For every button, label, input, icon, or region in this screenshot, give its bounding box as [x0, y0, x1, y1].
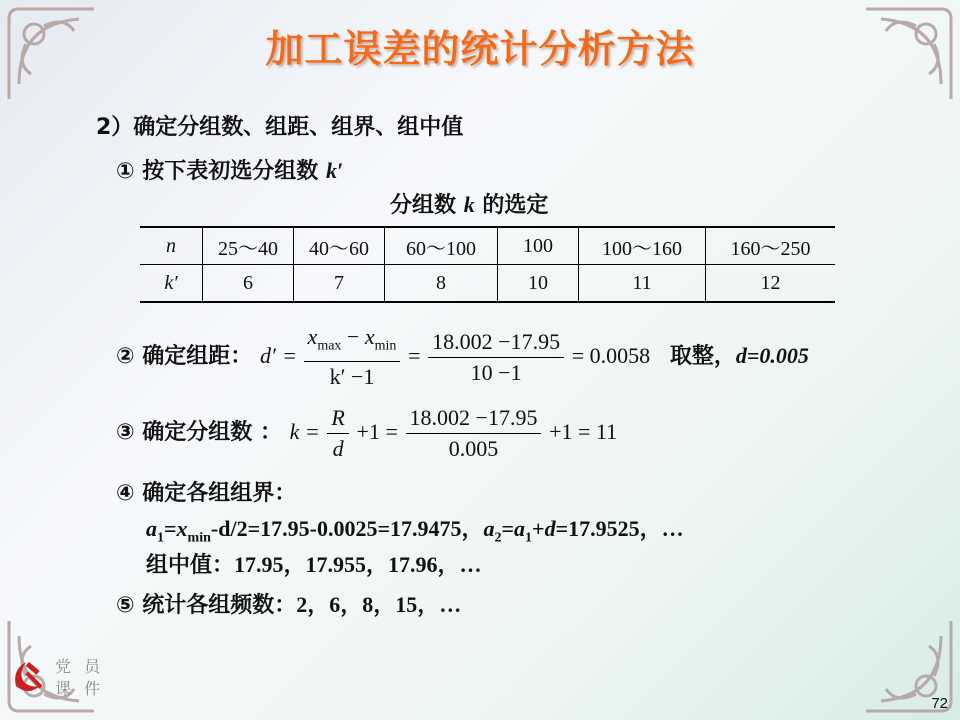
table-header-k: k′	[140, 265, 203, 303]
table-cell: 7	[294, 265, 385, 303]
step-2-fraction-1: $\frac{x_{max} - x_{min}}{k' -1}$	[304, 322, 401, 392]
step-5	[116, 588, 461, 619]
step-2: ② 确定组距： d′ = $\frac{x_{max} - x_{min}}{k' -1}$ = $\frac{18.002 -17.95}{10 -1}$ = 0.0058 取整，d=0.005	[116, 322, 809, 392]
step-5-values: 2，6，8，15，…	[296, 592, 462, 617]
table-cell: 8	[385, 265, 498, 303]
table-cell: 11	[579, 265, 706, 303]
step-2-result: = 0.0058	[571, 343, 651, 369]
step-2-round-value: d=0.005	[735, 343, 809, 369]
table-cell: 12	[706, 265, 836, 303]
table-caption	[390, 188, 548, 219]
step-4-bounds: $a_1=x_{min}-d/2=17.95-0.0025=17.9475$，$a_2=a_1+d=17.9525$，…	[146, 516, 684, 546]
party-emblem-icon	[8, 656, 48, 696]
logo-text-line-1: 党 员	[55, 657, 105, 676]
step-1	[116, 154, 343, 185]
slide-title: 加工误差的统计分析方法	[265, 27, 695, 71]
group-count-table	[140, 226, 835, 303]
step-5-label: ⑤ 统计各组频数：	[116, 593, 297, 618]
step-3-fraction-2: $\frac{18.002 -17.95}{0.005}$	[406, 403, 542, 464]
step-2-round-text: 取整，	[669, 344, 736, 370]
step-2-fraction-2: $\frac{18.002 -17.95}{10 -1}$	[428, 327, 564, 388]
step-4-midvalues	[146, 548, 482, 579]
table-row-k	[140, 265, 835, 303]
table-cell: 160～250	[706, 227, 836, 265]
midvalues-label: 组中值：	[146, 553, 235, 578]
step-2-label: ② 确定组距：	[116, 344, 253, 370]
table-row-n	[140, 227, 835, 265]
logo-text	[55, 656, 104, 700]
table-caption-prefix: 分组数	[390, 193, 457, 218]
table-cell: 60～100	[385, 227, 498, 265]
step-1-var: k′	[325, 158, 344, 183]
table-cell: 100～160	[579, 227, 706, 265]
step-4-label: ④ 确定各组组界：	[116, 481, 297, 506]
table-cell: 40～60	[294, 227, 385, 265]
table-caption-var: k	[463, 192, 475, 217]
logo-text-line-2: 课 件	[55, 679, 105, 698]
step-3-lhs: k =	[289, 419, 320, 444]
table-caption-suffix: 的选定	[482, 193, 549, 218]
step-2-lhs: d′	[259, 343, 276, 369]
table-cell: 100	[498, 227, 579, 265]
page-number: 72	[931, 695, 948, 712]
step-3	[116, 398, 617, 467]
table-header-n: n	[140, 227, 203, 265]
step-1-label: ① 按下表初选分组数	[116, 159, 319, 184]
table-cell: 10	[498, 265, 579, 303]
step-3-mid: +1 =	[356, 419, 398, 444]
step-3-result: +1 = 11	[549, 419, 618, 444]
midvalues: 17.95，17.955，17.96，…	[234, 552, 482, 577]
step-3-label: ③ 确定分组数 ：	[116, 420, 282, 445]
step-3-fraction-1: $\frac{R}{d}$	[327, 403, 348, 464]
table-cell: 6	[203, 265, 294, 303]
section-heading: 2）确定分组数、组距、组界、组中值	[96, 115, 464, 140]
table-cell: 25～40	[203, 227, 294, 265]
